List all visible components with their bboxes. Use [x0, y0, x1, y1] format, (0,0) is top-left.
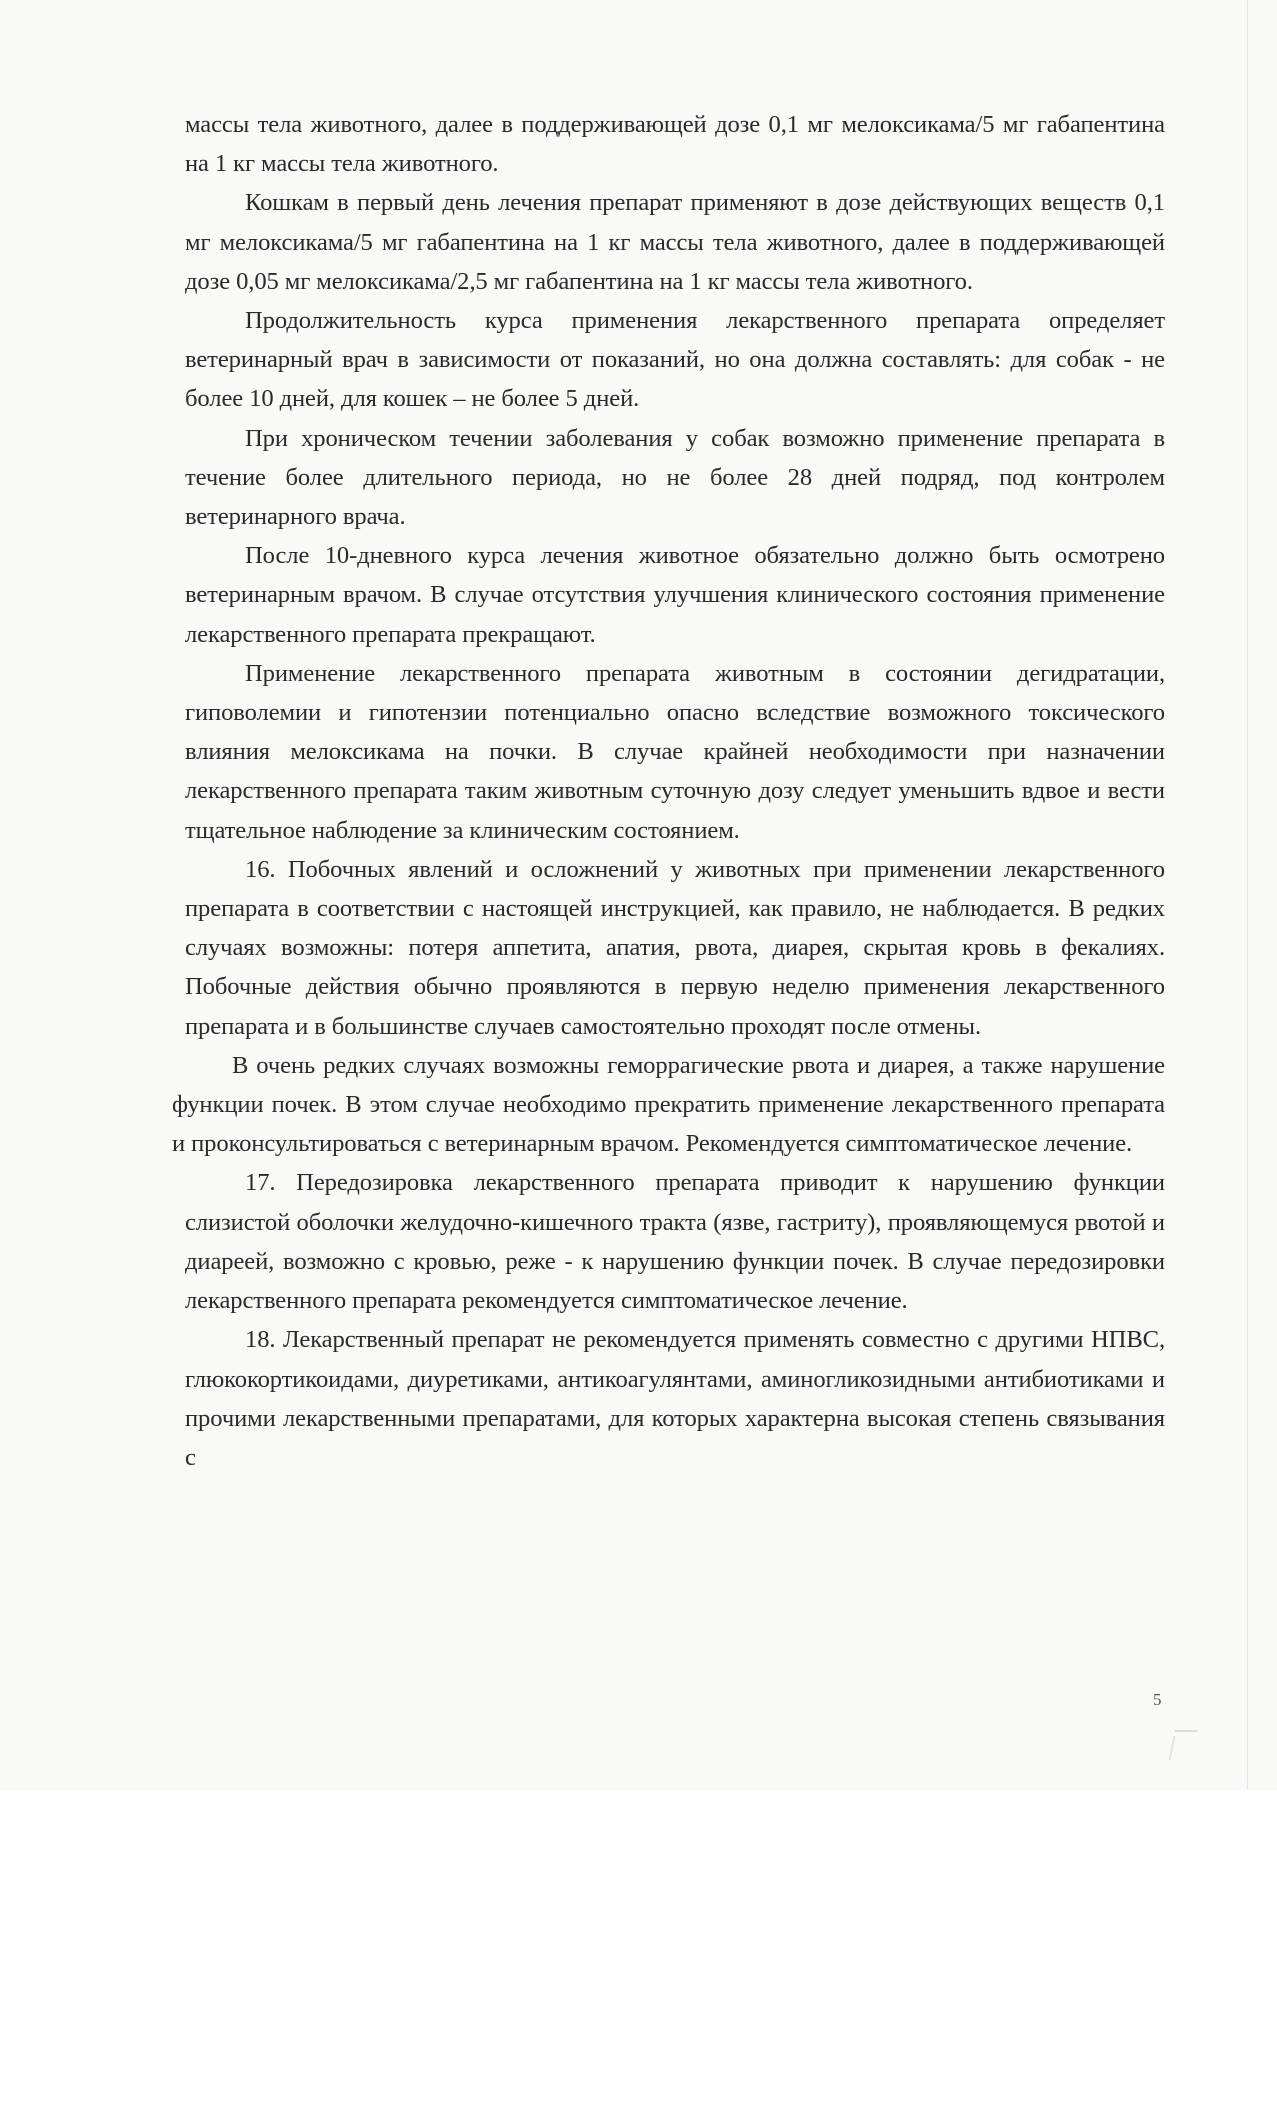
- paragraph-rare-cases: В очень редких случаях возможны геморрагические рвота и диарея, а также нарушение функции почек. В этом случае необходимо прекратить применение лекарственного препарата и проконсультироваться с ветеринарным врачом. Рекомендуется симптоматическое лечение.: [172, 1051, 1165, 1158]
- paragraph-course-duration: Продолжительность курса применения лекарственного препарата определяет ветеринарный врач в зависимости от показаний, но она должна составлять: для собак - не более 10 дней, для кошек – не более 5 дней.: [185, 307, 1165, 413]
- paragraph-dehydration-warning: Применение лекарственного препарата животным в состоянии дегидратации, гиповолемии и гипотензии потенциально опасно вследствие возможного токсического влияния мелоксикама на почки. В случае крайней необходимости при назначении лекарственного препарата таким животным суточную дозу следует уменьшить вдвое и вести тщательное наблюдение за клиническим состоянием.: [185, 659, 1165, 844]
- scan-artifact-mark: [1169, 1736, 1176, 1760]
- section-18-interactions: 18. Лекарственный препарат не рекомендуется применять совместно с другими НПВС, глюкокортикоидами, диуретиками, антикоагулянтами, аминогликозидными антибиотиками и прочими лекарственными препаратами, для которых характерна высокая степень связывания с: [185, 1326, 1165, 1471]
- section-17-overdose: 17. Передозировка лекарственного препарата приводит к нарушению функции слизистой оболочки желудочно-кишечного тракта (язве, гастриту), проявляющемуся рвотой и диареей, возможно с кровью, реже - к нарушению функции почек. В случае передозировки лекарственного препарата рекомендуется симптоматическое лечение.: [185, 1169, 1165, 1315]
- paragraph-continuation: массы тела животного, далее в поддерживающей дозе 0,1 мг мелоксикама/5 мг габапентина на 1 кг массы тела животного.: [185, 111, 1165, 178]
- page-number: 5: [1153, 1690, 1162, 1709]
- paragraph-cats-dosage: Кошкам в первый день лечения препарат применяют в дозе действующих веществ 0,1 мг мелоксикама/5 мг габапентина на 1 кг массы тела животного, далее в поддерживающей дозе 0,05 мг мелоксикама/2,5 мг габапентина на 1 кг массы тела животного.: [185, 189, 1165, 295]
- paragraph-chronic-use: При хроническом течении заболевания у собак возможно применение препарата в течение более длительного периода, но не более 28 дней подряд, под контролем ветеринарного врача.: [185, 424, 1165, 531]
- paragraph-after-course: После 10-дневного курса лечения животное обязательно должно быть осмотрено ветеринарным врачом. В случае отсутствия улучшения клинического состояния применение лекарственного препарата прекращают.: [185, 542, 1165, 648]
- section-16-side-effects: 16. Побочных явлений и осложнений у животных при применении лекарственного препарата в соответствии с настоящей инструкцией, как правило, не наблюдается. В редких случаях возможны: потеря аппетита, апатия, рвота, диарея, скрытая кровь в фекалиях. Побочные действия обычно проявляются в первую неделю применения лекарственного препарата и в большинстве случаев самостоятельно проходят после отмены.: [185, 855, 1165, 1040]
- scan-artifact-mark: [1175, 1730, 1197, 1732]
- document-body: [172, 105, 1165, 1477]
- scan-edge-line: [1247, 0, 1248, 1790]
